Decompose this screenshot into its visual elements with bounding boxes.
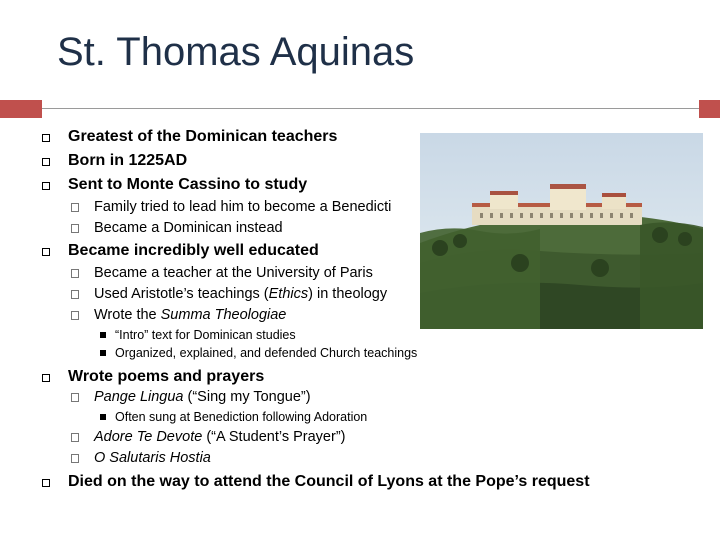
sub-bullet-adore-te bbox=[94, 429, 345, 445]
bullet-square-icon bbox=[42, 374, 50, 382]
aristotle-text-post: ) in theology bbox=[308, 286, 388, 302]
sub-bullet-icon bbox=[71, 203, 79, 212]
sub-bullet-icon bbox=[71, 433, 79, 442]
sub-bullet-paris: Became a teacher at the University of Paris bbox=[94, 265, 373, 281]
ethics-title: Ethics bbox=[268, 286, 309, 302]
aristotle-text-pre: Used Aristotle’s teachings ( bbox=[94, 286, 269, 302]
pange-lingua-translation: (“Sing my Tongue”) bbox=[183, 389, 311, 405]
third-level-bullet-icon bbox=[100, 414, 106, 420]
sub-bullet-icon bbox=[71, 224, 79, 233]
sub-bullet-aristotle bbox=[94, 286, 387, 302]
sub-bullet-icon bbox=[71, 393, 79, 402]
bullet-poems: Wrote poems and prayers bbox=[68, 368, 265, 385]
slide-title: St. Thomas Aquinas bbox=[57, 30, 415, 74]
title-rule-line bbox=[42, 100, 710, 118]
bullet-educated: Became incredibly well educated bbox=[68, 242, 319, 259]
bullet-died: Died on the way to attend the Council of Lyons at the Pope’s request bbox=[68, 473, 590, 490]
summa-title: Summa Theologiae bbox=[160, 307, 287, 323]
sub-bullet-icon bbox=[71, 290, 79, 299]
title-rule-end-block bbox=[699, 100, 720, 118]
summa-text-pre: Wrote the bbox=[94, 307, 161, 323]
sub-bullet-summa bbox=[94, 307, 286, 323]
sub-bullet-dominican: Became a Dominican instead bbox=[94, 220, 283, 236]
bullet-monte-cassino: Sent to Monte Cassino to study bbox=[68, 176, 308, 193]
title-rule-accent bbox=[0, 100, 42, 118]
bullet-square-icon bbox=[42, 479, 50, 487]
bullet-square-icon bbox=[42, 158, 50, 166]
sub-bullet-icon bbox=[71, 454, 79, 463]
adore-te-translation: (“A Student’s Prayer”) bbox=[202, 429, 346, 445]
monte-cassino-abbey-photo bbox=[420, 133, 703, 329]
sub-bullet-o-salutaris bbox=[94, 450, 211, 466]
bullet-square-icon bbox=[42, 134, 50, 142]
bullet-born: Born in 1225AD bbox=[68, 152, 188, 169]
bullet-square-icon bbox=[42, 182, 50, 190]
third-bullet-benediction: Often sung at Benediction following Adoration bbox=[115, 410, 368, 424]
third-bullet-intro-text: “Intro” text for Dominican studies bbox=[115, 328, 296, 342]
pange-lingua-title: Pange Lingua bbox=[94, 389, 184, 405]
third-level-bullet-icon bbox=[100, 332, 106, 338]
bullet-square-icon bbox=[42, 248, 50, 256]
o-salutaris-title: O Salutaris Hostia bbox=[94, 450, 211, 466]
sub-bullet-benedictine: Family tried to lead him to become a Benedicti bbox=[94, 199, 392, 215]
third-bullet-organized: Organized, explained, and defended Church teachings bbox=[115, 346, 418, 360]
bullet-greatest: Greatest of the Dominican teachers bbox=[68, 128, 338, 145]
sub-bullet-icon bbox=[71, 269, 79, 278]
sub-bullet-icon bbox=[71, 311, 79, 320]
sub-bullet-pange-lingua bbox=[94, 389, 311, 405]
third-level-bullet-icon bbox=[100, 350, 106, 356]
adore-te-title: Adore Te Devote bbox=[94, 429, 203, 445]
